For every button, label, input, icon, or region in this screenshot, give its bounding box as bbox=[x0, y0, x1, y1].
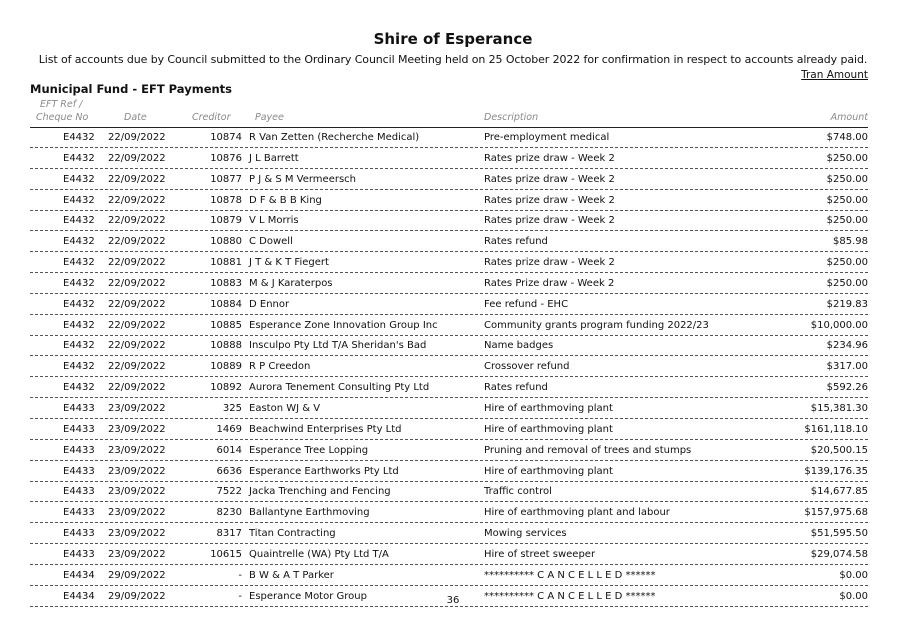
row-payee: Esperance Motor Group bbox=[249, 590, 367, 602]
row-ref: E4432 bbox=[63, 152, 95, 164]
row-ref: E4432 bbox=[63, 257, 95, 269]
row-amount: $250.00 bbox=[826, 215, 868, 227]
row-creditor: 10888 bbox=[210, 340, 242, 352]
row-amount: $85.98 bbox=[833, 236, 868, 248]
row-description: Traffic control bbox=[484, 486, 552, 498]
row-creditor: 1469 bbox=[216, 423, 242, 435]
table-row bbox=[30, 462, 868, 482]
row-date: 23/09/2022 bbox=[108, 444, 166, 456]
table-row bbox=[30, 295, 868, 315]
row-date: 22/09/2022 bbox=[108, 194, 166, 206]
row-description: Rates prize draw - Week 2 bbox=[484, 194, 615, 206]
row-amount: $250.00 bbox=[826, 257, 868, 269]
row-date: 22/09/2022 bbox=[108, 173, 166, 185]
row-payee: Jacka Trenching and Fencing bbox=[249, 486, 391, 498]
row-description: Mowing services bbox=[484, 528, 567, 540]
row-payee: P J & S M Vermeersch bbox=[249, 173, 357, 185]
row-creditor: 10883 bbox=[210, 277, 242, 289]
row-payee: B W & A T Parker bbox=[249, 569, 334, 581]
row-description: Rates refund bbox=[484, 236, 548, 248]
table-row bbox=[30, 545, 868, 565]
row-creditor: 10885 bbox=[210, 319, 242, 331]
row-amount: $15,381.30 bbox=[810, 402, 868, 414]
row-date: 23/09/2022 bbox=[108, 528, 166, 540]
row-description: ********** C A N C E L L E D ****** bbox=[484, 569, 656, 581]
row-payee: R P Creedon bbox=[249, 361, 311, 373]
row-date: 22/09/2022 bbox=[108, 382, 166, 394]
row-ref: E4432 bbox=[63, 298, 95, 310]
row-ref: E4432 bbox=[63, 361, 95, 373]
row-description: Hire of earthmoving plant bbox=[484, 465, 613, 477]
row-creditor: 10880 bbox=[210, 236, 242, 248]
row-amount: $20,500.15 bbox=[810, 444, 868, 456]
table-row bbox=[30, 191, 868, 211]
row-ref: E4433 bbox=[63, 528, 95, 540]
row-ref: E4432 bbox=[63, 277, 95, 289]
row-creditor: 10892 bbox=[210, 382, 242, 394]
row-amount: $0.00 bbox=[839, 569, 868, 581]
row-amount: $317.00 bbox=[826, 361, 868, 373]
row-description: Community grants program funding 2022/23 bbox=[484, 319, 709, 331]
row-payee: Ballantyne Earthmoving bbox=[249, 507, 370, 519]
row-amount: $250.00 bbox=[826, 277, 868, 289]
row-creditor: 10874 bbox=[210, 132, 242, 143]
column-header-amount: Amount bbox=[830, 112, 868, 123]
row-ref: E4434 bbox=[63, 590, 95, 602]
row-creditor: 10877 bbox=[210, 173, 242, 185]
column-header-creditor: Creditor bbox=[192, 112, 231, 123]
row-amount: $250.00 bbox=[826, 152, 868, 164]
row-payee: J L Barrett bbox=[249, 152, 299, 164]
row-description: ********** C A N C E L L E D ****** bbox=[484, 590, 656, 602]
table-row bbox=[30, 399, 868, 419]
row-ref: E4432 bbox=[63, 215, 95, 227]
row-date: 23/09/2022 bbox=[108, 402, 166, 414]
row-ref: E4434 bbox=[63, 569, 95, 581]
row-description: Fee refund - EHC bbox=[484, 298, 569, 310]
row-ref: E4433 bbox=[63, 402, 95, 414]
row-payee: M & J Karaterpos bbox=[249, 277, 333, 289]
page-number: 36 bbox=[446, 595, 460, 606]
section-title: Municipal Fund - EFT Payments bbox=[30, 82, 233, 96]
table-row bbox=[30, 420, 868, 440]
row-date: 22/09/2022 bbox=[108, 215, 166, 227]
row-payee: Beachwind Enterprises Pty Ltd bbox=[249, 423, 402, 435]
row-creditor: 10876 bbox=[210, 152, 242, 164]
row-amount: $161,118.10 bbox=[804, 423, 868, 435]
row-amount: $157,975.68 bbox=[804, 507, 868, 519]
table-row bbox=[30, 232, 868, 252]
row-date: 23/09/2022 bbox=[108, 548, 166, 560]
tran-amount-label: Tran Amount bbox=[801, 69, 868, 81]
table-row bbox=[30, 149, 868, 169]
row-description: Hire of street sweeper bbox=[484, 548, 596, 560]
row-ref: E4432 bbox=[63, 194, 95, 206]
row-payee: C Dowell bbox=[249, 236, 293, 248]
table-row bbox=[30, 336, 868, 356]
column-header-ref-line1: EFT Ref / bbox=[40, 99, 83, 110]
row-date: 22/09/2022 bbox=[108, 361, 166, 373]
row-description: Rates prize draw - Week 2 bbox=[484, 152, 615, 164]
row-description: Rates prize draw - Week 2 bbox=[484, 215, 615, 227]
column-header-ref-line2: Cheque No bbox=[36, 112, 89, 123]
row-creditor: 10884 bbox=[210, 298, 242, 310]
row-payee: R Van Zetten (Recherche Medical) bbox=[249, 132, 420, 143]
row-amount: $0.00 bbox=[839, 590, 868, 602]
row-amount: $592.26 bbox=[826, 382, 868, 394]
row-payee: Esperance Tree Lopping bbox=[249, 444, 369, 456]
row-creditor: 10879 bbox=[210, 215, 242, 227]
row-payee: Aurora Tenement Consulting Pty Ltd bbox=[249, 382, 430, 394]
table-row bbox=[30, 524, 868, 544]
row-creditor: 10878 bbox=[210, 194, 242, 206]
row-amount: $139,176.35 bbox=[804, 465, 868, 477]
row-ref: E4433 bbox=[63, 548, 95, 560]
row-creditor: 6014 bbox=[216, 444, 242, 456]
row-description: Pruning and removal of trees and stumps bbox=[484, 444, 692, 456]
row-date: 22/09/2022 bbox=[108, 236, 166, 248]
row-description: Pre-employment medical bbox=[484, 132, 610, 143]
table-row bbox=[30, 211, 868, 231]
row-date: 22/09/2022 bbox=[108, 319, 166, 331]
row-date: 22/09/2022 bbox=[108, 152, 166, 164]
row-payee: D Ennor bbox=[249, 298, 290, 310]
row-ref: E4432 bbox=[63, 173, 95, 185]
row-description: Rates prize draw - Week 2 bbox=[484, 173, 615, 185]
row-description: Crossover refund bbox=[484, 361, 570, 373]
row-description: Name badges bbox=[484, 340, 554, 352]
row-date: 23/09/2022 bbox=[108, 507, 166, 519]
column-header-description: Description bbox=[484, 112, 539, 123]
row-amount: $14,677.85 bbox=[810, 486, 868, 498]
row-payee: Quaintrelle (WA) Pty Ltd T/A bbox=[249, 548, 389, 560]
row-date: 22/09/2022 bbox=[108, 132, 166, 143]
row-description: Hire of earthmoving plant and labour bbox=[484, 507, 670, 519]
row-amount: $748.00 bbox=[826, 132, 868, 143]
row-payee: Titan Contracting bbox=[249, 528, 336, 540]
row-description: Rates prize draw - Week 2 bbox=[484, 257, 615, 269]
row-date: 22/09/2022 bbox=[108, 257, 166, 269]
row-ref: E4433 bbox=[63, 486, 95, 498]
row-amount: $250.00 bbox=[826, 194, 868, 206]
row-date: 23/09/2022 bbox=[108, 486, 166, 498]
row-creditor: 8230 bbox=[216, 507, 242, 519]
row-creditor: 8317 bbox=[216, 528, 242, 540]
row-date: 22/09/2022 bbox=[108, 340, 166, 352]
table-row bbox=[30, 128, 868, 148]
row-description: Hire of earthmoving plant bbox=[484, 423, 613, 435]
row-creditor: 10881 bbox=[210, 257, 242, 269]
row-amount: $219.83 bbox=[826, 298, 868, 310]
table-row bbox=[30, 378, 868, 398]
table-row bbox=[30, 170, 868, 190]
column-header-date: Date bbox=[124, 112, 147, 123]
table-row bbox=[30, 503, 868, 523]
row-payee: D F & B B King bbox=[249, 194, 322, 206]
row-payee: Esperance Earthworks Pty Ltd bbox=[249, 465, 399, 477]
table-row bbox=[30, 274, 868, 294]
row-creditor: - bbox=[238, 590, 242, 602]
row-creditor: 10615 bbox=[210, 548, 242, 560]
row-ref: E4433 bbox=[63, 423, 95, 435]
table-row bbox=[30, 441, 868, 461]
table-row bbox=[30, 253, 868, 273]
row-amount: $250.00 bbox=[826, 173, 868, 185]
row-ref: E4432 bbox=[63, 340, 95, 352]
row-description: Hire of earthmoving plant bbox=[484, 402, 613, 414]
row-description: Rates refund bbox=[484, 382, 548, 394]
row-date: 22/09/2022 bbox=[108, 277, 166, 289]
row-ref: E4432 bbox=[63, 132, 95, 143]
table-row bbox=[30, 357, 868, 377]
row-creditor: 325 bbox=[222, 402, 242, 414]
row-date: 29/09/2022 bbox=[108, 569, 166, 581]
row-creditor: 6636 bbox=[216, 465, 242, 477]
row-ref: E4433 bbox=[63, 465, 95, 477]
row-payee: Esperance Zone Innovation Group Inc bbox=[249, 319, 438, 331]
table-row bbox=[30, 482, 868, 502]
document-subtitle: List of accounts due by Council submitted to the Ordinary Council Meeting held on 25 October 2022 for confirmation in respect to accounts already paid. bbox=[38, 53, 868, 66]
row-ref: E4432 bbox=[63, 236, 95, 248]
column-header-payee: Payee bbox=[255, 112, 284, 123]
row-payee: Easton WJ & V bbox=[249, 402, 321, 414]
document-title: Shire of Esperance bbox=[373, 30, 533, 48]
row-ref: E4433 bbox=[63, 444, 95, 456]
row-amount: $51,595.50 bbox=[810, 528, 868, 540]
row-description: Rates Prize draw - Week 2 bbox=[484, 277, 615, 289]
row-date: 23/09/2022 bbox=[108, 423, 166, 435]
row-date: 22/09/2022 bbox=[108, 298, 166, 310]
row-ref: E4433 bbox=[63, 507, 95, 519]
row-creditor: - bbox=[238, 569, 242, 581]
row-payee: J T & K T Fiegert bbox=[249, 257, 329, 269]
row-ref: E4432 bbox=[63, 382, 95, 394]
row-payee: Insculpo Pty Ltd T/A Sheridan's Bad bbox=[249, 340, 427, 352]
table-row bbox=[30, 566, 868, 586]
row-ref: E4432 bbox=[63, 319, 95, 331]
row-date: 23/09/2022 bbox=[108, 465, 166, 477]
row-creditor: 7522 bbox=[216, 486, 242, 498]
row-amount: $29,074.58 bbox=[810, 548, 868, 560]
row-payee: V L Morris bbox=[249, 215, 299, 227]
row-amount: $10,000.00 bbox=[810, 319, 868, 331]
row-amount: $234.96 bbox=[826, 340, 868, 352]
payments-table-body bbox=[0, 128, 906, 607]
row-date: 29/09/2022 bbox=[108, 590, 166, 602]
row-creditor: 10889 bbox=[210, 361, 242, 373]
table-row bbox=[30, 316, 868, 336]
